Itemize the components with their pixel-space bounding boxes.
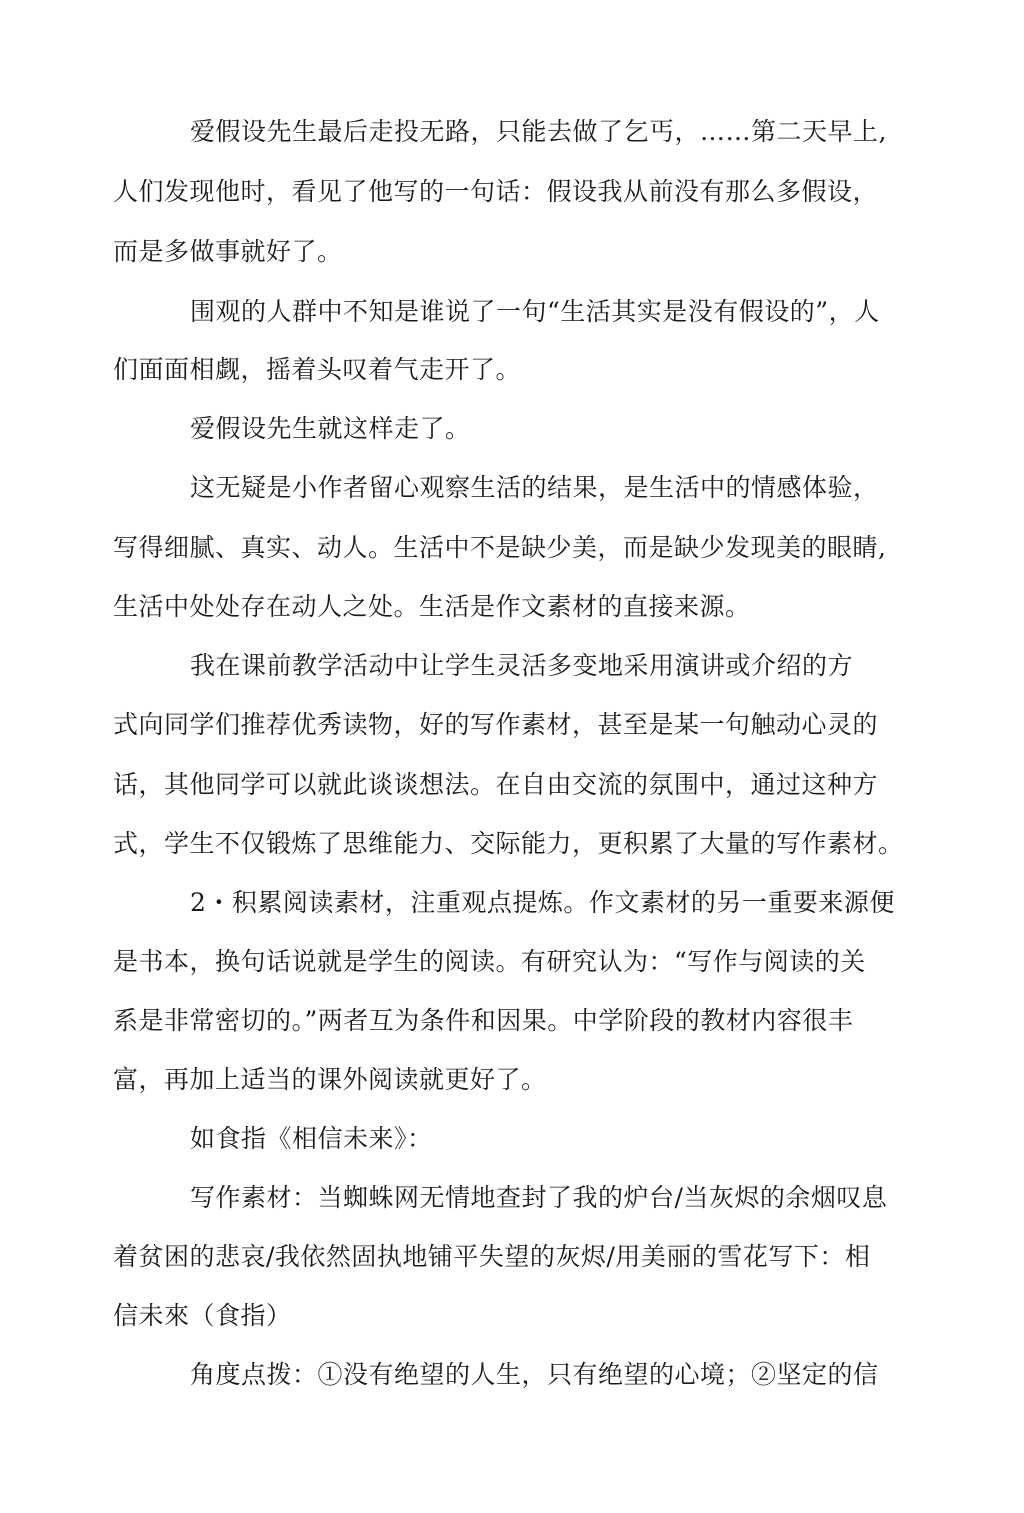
text-line: 富，再加上适当的课外阅读就更好了。	[113, 1065, 547, 1094]
text-line: 着贫困的悲哀/我依然固执地铺平失望的灰烬/用美丽的雪花写下：相	[113, 1242, 871, 1271]
text-line: 话，其他同学可以就此谈谈想法。在自由交流的氛围中，通过这种方	[113, 770, 879, 799]
text-line: 信未來（食指）	[113, 1301, 292, 1330]
text-line: 是书本，换句话说就是学生的阅读。有研究认为：“写作与阅读的关	[113, 947, 866, 976]
text-line: 我在课前教学活动中让学生灵活多变地采用演讲或介绍的方	[190, 651, 854, 680]
text-line: 角度点拨：①没有绝望的人生，只有绝望的心境；②坚定的信	[190, 1360, 879, 1389]
text-line: 这无疑是小作者留心观察生活的结果，是生活中的情感体验，	[190, 473, 879, 502]
text-line: 爱假设先生最后走投无路，只能去做了乞丐，……第二天早上,	[190, 117, 887, 146]
text-line: 人们发现他时，看见了他写的一句话：假设我从前没有那么多假设，	[113, 177, 879, 206]
text-line: 系是非常密切的。”两者互为条件和因果。中学阶段的教材内容很丰	[113, 1006, 854, 1035]
text-line: 围观的人群中不知是谁说了一句“生活其实是没有假设的”，人	[190, 297, 880, 326]
text-line: 式向同学们推荐优秀读物，好的写作素材，甚至是某一句触动心灵的	[113, 710, 879, 739]
text-line: 写得细腻、真实、动人。生活中不是缺少美，而是缺少发现美的眼睛,	[113, 533, 887, 562]
text-line: 爱假设先生就这样走了。	[190, 414, 471, 443]
text-line: 如食指《相信未来》：	[190, 1124, 433, 1153]
text-line: 式，学生不仅锻炼了思维能力、交际能力，更积累了大量的写作素材。	[113, 829, 904, 858]
text-line: 2・积累阅读素材，注重观点提炼。作文素材的另一重要来源便	[190, 888, 895, 917]
text-line: 写作素材：当蜘蛛网无情地查封了我的炉台/当灰烬的余烟叹息	[190, 1183, 888, 1212]
text-line: 们面面相觑，摇着头叹着气走开了。	[113, 355, 522, 384]
text-line: 而是多做事就好了。	[113, 237, 343, 266]
text-line: 生活中处处存在动人之处。生活是作文素材的直接来源。	[113, 592, 751, 621]
